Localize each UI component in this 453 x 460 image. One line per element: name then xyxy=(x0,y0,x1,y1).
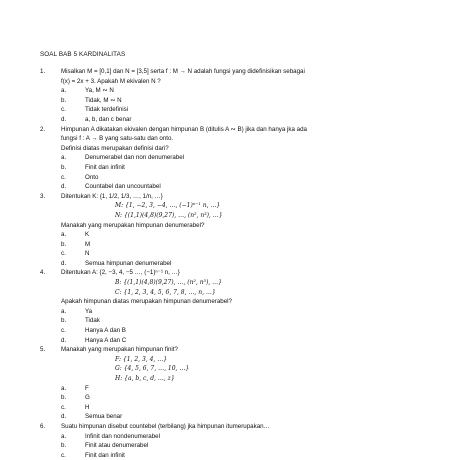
option-letter: a. xyxy=(61,307,67,315)
option-letter: a. xyxy=(61,384,67,392)
question-stem xyxy=(40,345,445,355)
option-text: Countabel dan uncountabel xyxy=(85,183,161,191)
option-text: Tidak terdefinisi xyxy=(85,106,129,114)
question-text: Ditentukan K: {1, 1/2, 1/3, …, 1/n, …} xyxy=(61,192,163,200)
option-text: a, b, dan c benar xyxy=(85,115,132,123)
question-text: Ditentukan A: {2, −3, 4, −5 …, (−1)ⁿ⁻¹ n, …} xyxy=(61,269,180,277)
question-text: Misalkan M = [0,1] dan N = [3,5] serta f : M → N adalah fungsi yang didefinisikan sebagai xyxy=(61,68,305,75)
question-number: 2. xyxy=(40,125,46,133)
question-4 xyxy=(40,268,445,345)
answer-option xyxy=(40,153,445,163)
option-text: Tidak, M ∾ N xyxy=(85,96,122,104)
option-text: F xyxy=(85,384,89,392)
option-text: Tidak xyxy=(85,317,100,325)
option-letter: b. xyxy=(61,394,67,402)
answer-option xyxy=(40,316,445,326)
set-definition: M: {1, −2, 3, −4, …, (−1)ⁿ⁻¹ n, …} xyxy=(115,202,221,210)
question-stem xyxy=(40,268,445,278)
answer-option xyxy=(40,249,445,259)
question-2 xyxy=(40,125,445,192)
answer-option xyxy=(40,432,445,442)
option-letter: b. xyxy=(61,442,67,450)
answer-option xyxy=(40,441,445,451)
question-prompt: Apakah himpunan diatas merupakan himpunan denumerabel? xyxy=(61,298,232,306)
answer-option xyxy=(40,307,445,317)
answer-option xyxy=(40,259,445,269)
question-text: Himpunan A dikatakan ekivalen dengan himpunan B (ditulis A ∾ B) jika dan hanya jka ada xyxy=(61,125,307,133)
answer-option xyxy=(40,384,445,394)
option-letter: c. xyxy=(61,451,66,459)
question-5 xyxy=(40,345,445,422)
option-letter: d. xyxy=(61,183,67,191)
answer-option xyxy=(40,96,445,106)
option-letter: c. xyxy=(61,250,66,258)
option-text: M xyxy=(85,240,91,248)
question-stem xyxy=(40,192,445,202)
question-prompt: Manakah yang merupakan himpunan denumerabel? xyxy=(61,221,205,229)
option-text: K xyxy=(85,231,90,239)
option-text: Onto xyxy=(85,173,99,181)
question-stem xyxy=(40,67,445,77)
set-definition: F: {1, 2, 3, 4, …} xyxy=(115,355,168,363)
answer-option xyxy=(40,240,445,250)
option-text: Finit dan infinit xyxy=(85,451,125,459)
option-text: Semua himpunan denumerabel xyxy=(85,259,172,267)
question-list xyxy=(40,67,445,460)
question-text-line: f(x) = 2x + 3. Apakah M ekivalen N ? xyxy=(61,77,161,85)
question-number: 5. xyxy=(40,346,46,354)
option-letter: a. xyxy=(61,432,67,440)
answer-option xyxy=(40,403,445,413)
set-definition: G: {4, 5, 6, 7, …, 10, …} xyxy=(115,365,190,373)
question-text-line: Definisi diatas merupakan definisi dari? xyxy=(61,144,169,152)
question-number: 6. xyxy=(40,422,46,430)
answer-option xyxy=(40,336,445,346)
question-text-line: fungsi f : A → B yang satu-satu dan onto. xyxy=(61,135,174,143)
option-letter: b. xyxy=(61,96,67,104)
set-definition: H: {a, b, c, d, …, z} xyxy=(115,375,175,382)
option-text: H xyxy=(85,403,90,411)
question-text: Suatu himpunan disebut countebel (terbilang) jka himpunan itumerupakan… xyxy=(61,422,270,430)
answer-option xyxy=(40,393,445,403)
option-text: Ya, M ∾ N xyxy=(85,87,114,95)
answer-option xyxy=(40,182,445,192)
question-stem xyxy=(40,125,445,135)
document-title: SOAL BAB 5 KARDINALITAS xyxy=(40,51,126,58)
set-definition: B: {(1,1)(4,8)(9,27), …, (n², n³), …} xyxy=(115,279,222,287)
answer-option xyxy=(40,86,445,96)
option-text: G xyxy=(85,394,90,402)
answer-option xyxy=(40,115,445,125)
question-stem xyxy=(40,422,445,432)
option-text: Finit atau denumerabel xyxy=(85,442,149,450)
option-text: Ya xyxy=(85,307,93,315)
option-text: N xyxy=(85,250,90,258)
answer-option xyxy=(40,105,445,115)
answer-option xyxy=(40,326,445,336)
option-text: Denumerabel dan non denumerabel xyxy=(85,154,185,162)
answer-option xyxy=(40,230,445,240)
option-letter: c. xyxy=(61,106,66,114)
option-letter: d. xyxy=(61,336,67,344)
option-letter: d. xyxy=(61,115,67,123)
question-text: Manakah yang merupakan himpunan finit? xyxy=(61,346,178,354)
option-letter: a. xyxy=(61,231,67,239)
option-text: Infinit dan nondenumerabel xyxy=(85,432,160,440)
option-text: Hanya A dan C xyxy=(85,336,127,344)
answer-option xyxy=(40,412,445,422)
option-text: Finit dan infinit xyxy=(85,163,125,171)
option-letter: c. xyxy=(61,403,66,411)
option-letter: b. xyxy=(61,317,67,325)
option-letter: b. xyxy=(61,163,67,171)
option-letter: d. xyxy=(61,413,67,421)
question-1 xyxy=(40,67,445,125)
option-text: Hanya A dan B xyxy=(85,327,126,335)
answer-option xyxy=(40,451,445,460)
option-letter: c. xyxy=(61,173,66,181)
option-letter: b. xyxy=(61,240,67,248)
option-letter: a. xyxy=(61,87,67,95)
question-number: 4. xyxy=(40,269,46,277)
option-letter: d. xyxy=(61,259,67,267)
answer-option xyxy=(40,163,445,173)
option-text: Semua benar xyxy=(85,413,123,421)
question-number: 3. xyxy=(40,192,46,200)
answer-option xyxy=(40,173,445,183)
question-3 xyxy=(40,192,445,269)
set-definition: N: {(1,1)(4,8)(9,27), …, (n², n³), …} xyxy=(115,211,223,219)
option-letter: c. xyxy=(61,327,66,335)
set-definition: C: {1, 2, 3, 4, 5, 6, 7, 8, …, n, …} xyxy=(115,288,216,296)
option-letter: a. xyxy=(61,154,67,162)
question-6 xyxy=(40,422,445,460)
question-number: 1. xyxy=(40,68,46,75)
